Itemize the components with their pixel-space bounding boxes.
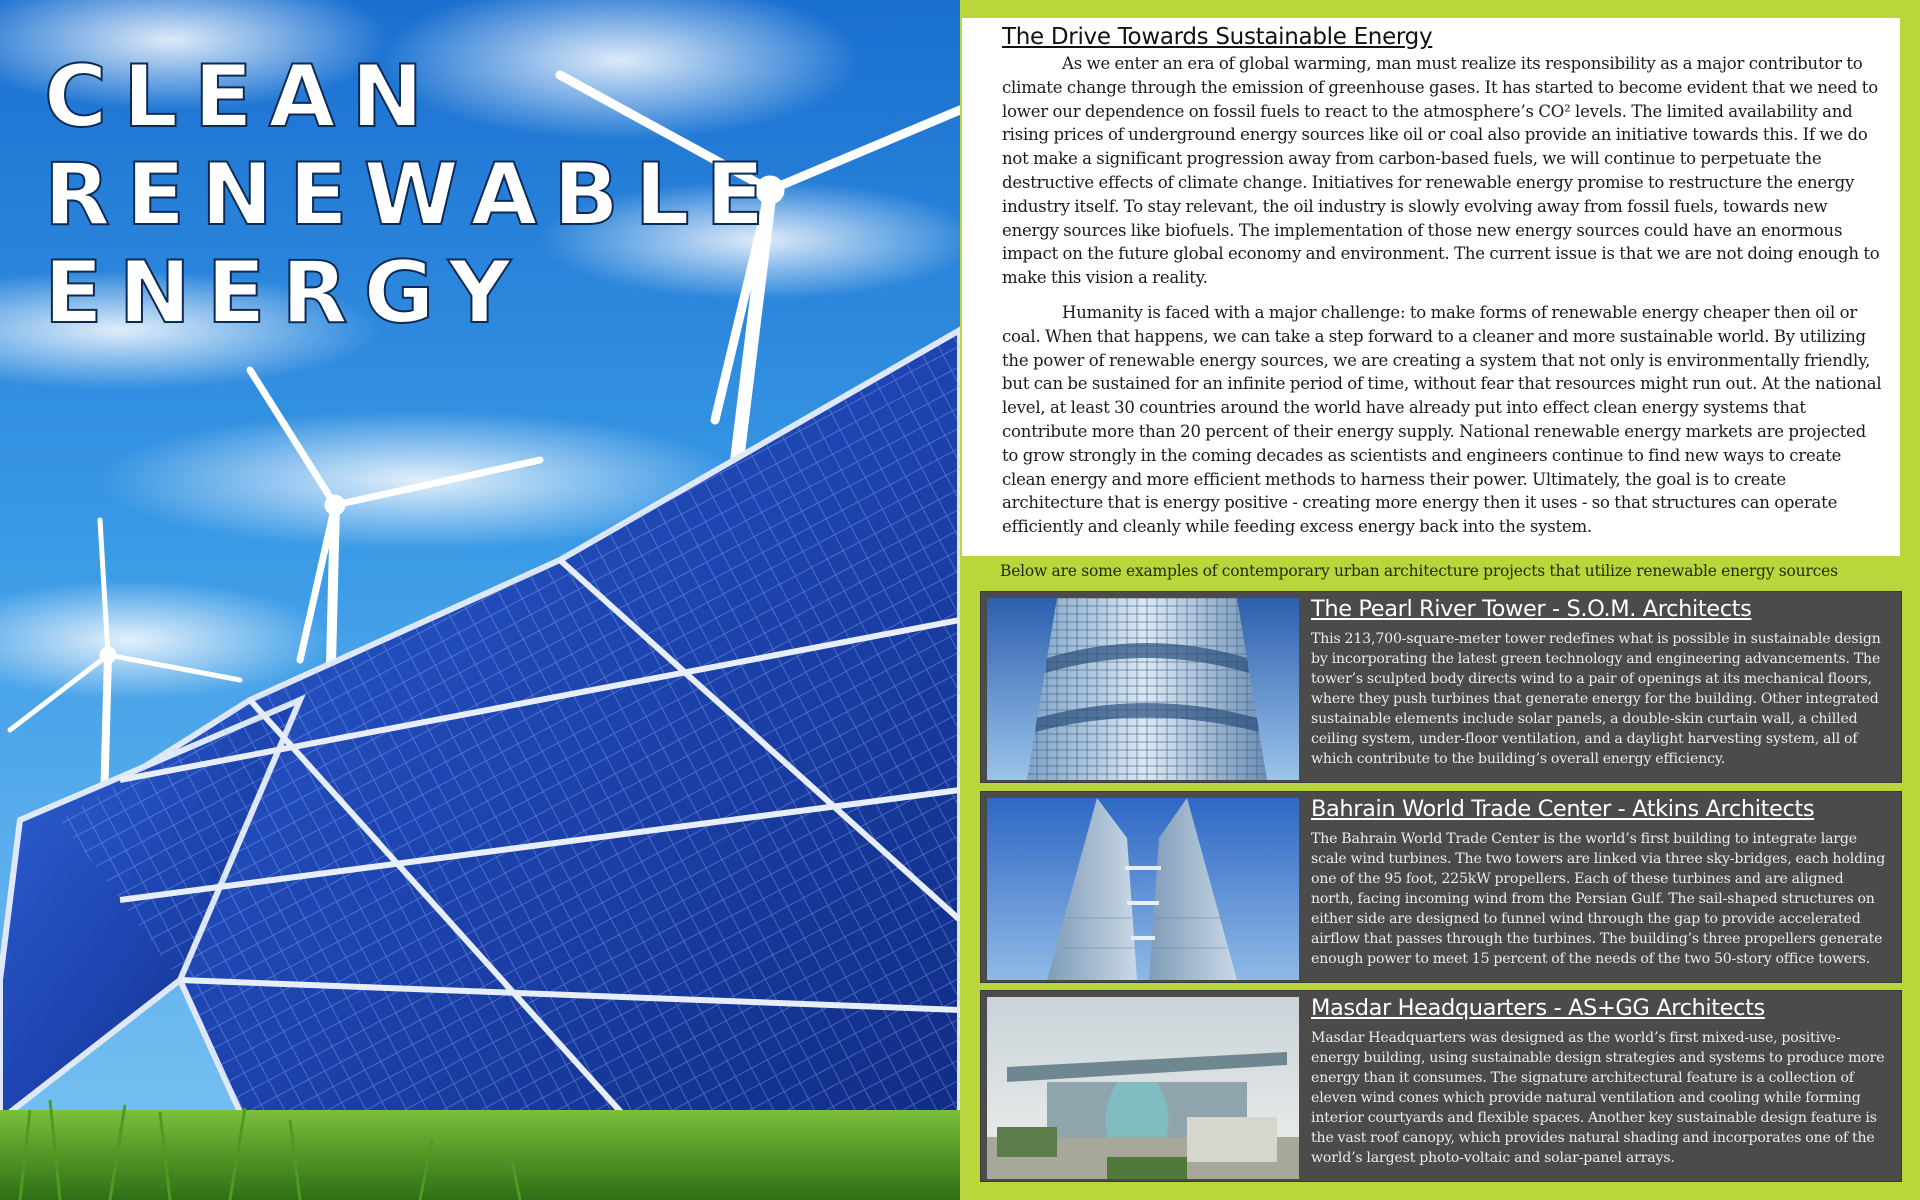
- project-photo: [987, 798, 1299, 980]
- project-card-pearl-river: [980, 591, 1902, 783]
- article-paragraph: As we enter an era of global warming, man must realize its responsibility as a major contributor to climate change through the emission of greenhouse gases. It has started to become evident that we need to lower our dependence on fossil fuels to react to the atmosphere’s CO² levels. The limited availability and rising prices of underground energy sources like oil or coal also provide an initiative towards this. If we do not make a significant progression away from carbon-based fuels, we will continue to perpetuate the destructive effects of climate change. Initiatives for renewable energy promise to restructure the energy industry itself. To stay relevant, the oil industry is slowly evolving away from fossil fuels, towards new energy sources like biofuels. The implementation of those new energy sources could have an enormous impact on the future global economy and environment. The current issue is that we are not doing enough to make this vision a reality.: [1002, 54, 1880, 288]
- project-card-masdar-hq: [980, 990, 1902, 1182]
- article-title: The Drive Towards Sustainable Energy: [1002, 24, 1433, 50]
- content-panel: [960, 0, 1920, 1200]
- project-photo: [987, 598, 1299, 780]
- article-box: [962, 18, 1900, 556]
- hero-title: [44, 48, 780, 342]
- masdar-headquarters-image: [987, 997, 1299, 1179]
- project-card-bahrain-wtc: [980, 791, 1902, 983]
- hero-title-line: RENEWABLE: [44, 145, 781, 245]
- project-title: Masdar Headquarters - AS+GG Architects: [1311, 995, 1765, 1021]
- project-title: Bahrain World Trade Center - Atkins Architects: [1311, 796, 1815, 822]
- hero-title-line: CLEAN: [44, 47, 440, 147]
- article-paragraph: Humanity is faced with a major challenge: to make forms of renewable energy cheaper then oil or coal. When that happens, we can take a step forward to a cleaner and more sustainable world. By utilizing the power of renewable energy sources, we are creating a system that not only is environmentally friendly, but can be sustained for an infinite period of time, without fear that resources might run out. At the national level, at least 30 countries around the world have already put into effect clean energy systems that contribute more than 20 percent of their energy supply. National renewable energy markets are projected to grow strongly in the coming decades as scientists and engineers continue to find new ways to create clean energy and more efficient methods to harness their power. Ultimately, the goal is to create architecture that is energy positive - creating more energy then it uses - so that structures can operate efficiently and cleanly while feeding excess energy back into the system.: [1002, 302, 1882, 537]
- pearl-river-tower-image: [987, 598, 1299, 780]
- project-description: This 213,700-square-meter tower redefines what is possible in sustainable design by incorporating the latest green technology and engineering advancements. The tower’s sculpted body directs wind to a pair of openings at its mechanical floors, where they push turbines that generate energy for the building. Other integrated sustainable elements include solar panels, a double-skin curtain wall, a chilled ceiling system, under-floor ventilation, and a daylight harvesting system, all of which contribute to the building’s overall energy efficiency.: [1311, 631, 1881, 767]
- project-title: The Pearl River Tower - S.O.M. Architects: [1311, 596, 1752, 622]
- hero-title-line: ENERGY: [44, 243, 527, 343]
- project-description: Masdar Headquarters was designed as the world’s first mixed-use, positive-energy building, using sustainable design strategies and systems to produce more energy than it consumes. The signature architectural feature is a collection of eleven wind cones which provide natural ventilation and cooling while forming interior courtyards and flexible spaces. Another key sustainable design feature is the vast roof canopy, which provides natural shading and incorporates one of the world’s largest photo-voltaic and solar-panel arrays.: [1311, 1030, 1885, 1166]
- bahrain-wtc-image: [987, 798, 1299, 980]
- project-photo: [987, 997, 1299, 1179]
- projects-intro-line: Below are some examples of contemporary urban architecture projects that utilize renewable energy sources: [1000, 562, 1838, 580]
- project-description: The Bahrain World Trade Center is the world’s first building to integrate large scale wind turbines. The two towers are linked via three sky-bridges, each holding one of the 95 foot, 225kW propellers. Each of these turbines and are aligned north, facing incoming wind from the Persian Gulf. The sail-shaped structures on either side are designed to funnel wind through the gap to provide accelerated airflow that passes through the turbines. The building’s three propellers generate enough power to meet 15 percent of the needs of the two 50-story office towers.: [1311, 831, 1886, 967]
